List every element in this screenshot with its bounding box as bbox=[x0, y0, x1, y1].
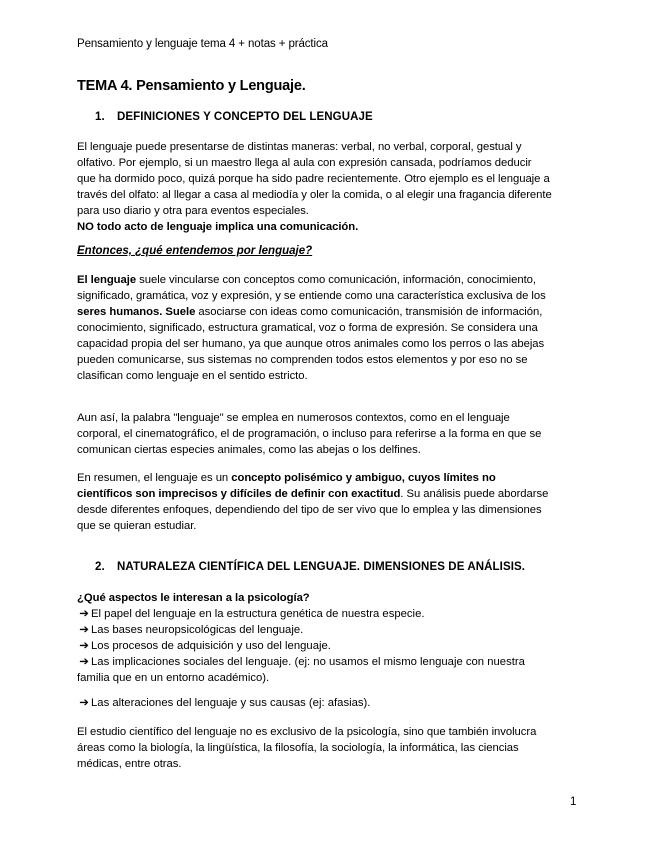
text-line bbox=[77, 272, 577, 288]
text-line: pueden comunicarse, sus sistemas no comprenden todos estos elementos y por eso no se bbox=[77, 354, 528, 366]
text-run: asociarse con ideas como comunicación, transmisión de información, bbox=[195, 306, 543, 318]
text-line: conocimiento, significado, estructura gramatical, voz o forma de expresión. Se considera una bbox=[77, 322, 538, 334]
text-line bbox=[77, 470, 577, 486]
arrow-icon: ➔ bbox=[79, 656, 89, 668]
section-1-heading bbox=[95, 111, 373, 123]
list-item-text: Las bases neuropsicológicas del lenguaje. bbox=[91, 624, 304, 636]
list-item-text: Los procesos de adquisición y uso del lenguaje. bbox=[91, 640, 331, 652]
section-2-title: NATURALEZA CIENTÍFICA DEL LENGUAJE. DIMENSIONES DE ANÁLISIS. bbox=[117, 561, 526, 573]
intro-paragraph bbox=[77, 139, 577, 235]
arrow-icon: ➔ bbox=[79, 608, 89, 620]
text-run: suele vincularse con conceptos como comunicación, información, conocimiento, bbox=[136, 274, 536, 286]
list-item bbox=[77, 695, 577, 711]
subquestion-heading: Entonces, ¿qué entendemos por lenguaje? bbox=[77, 245, 313, 257]
text-line: El estudio científico del lenguaje no es exclusivo de la psicología, sino que también involucra bbox=[77, 726, 537, 738]
text-line: que se quieran estudiar. bbox=[77, 520, 197, 532]
running-header: Pensamiento y lenguaje tema 4 + notas + práctica bbox=[77, 38, 328, 50]
text-line: que ha dormido poco, quizá porque ha sido padre recientemente. Otro ejemplo es el lenguaje a bbox=[77, 173, 550, 185]
definition-paragraph bbox=[77, 272, 577, 384]
summary-paragraph bbox=[77, 470, 577, 534]
list-item bbox=[77, 654, 577, 670]
text-line: El lenguaje puede presentarse de distintas maneras: verbal, no verbal, corporal, gestual y bbox=[77, 141, 522, 153]
usage-paragraph bbox=[77, 410, 577, 458]
aspects-list bbox=[77, 606, 577, 686]
list-item-text: Las implicaciones sociales del lenguaje. (ej: no usamos el mismo lenguaje con nuestra bbox=[91, 656, 525, 668]
arrow-icon: ➔ bbox=[79, 697, 89, 709]
text-line: áreas como la biología, la lingüística, la filosofía, la sociología, la informática, las ciencias bbox=[77, 742, 519, 754]
list-item bbox=[77, 606, 577, 622]
list-item-text: Las alteraciones del lenguaje y sus causas (ej: afasias). bbox=[91, 697, 371, 709]
section-2-number: 2. bbox=[95, 561, 105, 573]
bold-phrase: científicos son imprecisos y difíciles de definir con exactitud bbox=[77, 488, 401, 500]
document-title: TEMA 4. Pensamiento y Lenguaje. bbox=[77, 78, 306, 94]
text-line: través del olfato: al llegar a casa al mediodía y oler la comida, o al elegir una fragancia diferente bbox=[77, 189, 552, 201]
arrow-icon: ➔ bbox=[79, 640, 89, 652]
text-line: significado, gramática, voz y expresión, y se entiende como una característica exclusiva de los bbox=[77, 290, 546, 302]
list-item-continuation: familia que en un entorno académico). bbox=[77, 672, 270, 684]
bold-term: El lenguaje bbox=[77, 274, 137, 286]
page-number: 1 bbox=[570, 796, 577, 808]
arrow-icon: ➔ bbox=[79, 624, 89, 636]
text-line bbox=[77, 304, 577, 320]
text-run: . Su análisis puede abordarse bbox=[400, 488, 549, 500]
bold-phrase: concepto polisémico y ambiguo, cuyos límites no bbox=[231, 472, 496, 484]
list-item bbox=[77, 638, 577, 654]
text-line bbox=[77, 486, 577, 502]
intro-bold-statement: NO todo acto de lenguaje implica una comunicación. bbox=[77, 221, 359, 233]
text-line: desde diferentes enfoques, dependiendo del tipo de ser vivo que lo emplea y las dimensiones bbox=[77, 504, 542, 516]
aspects-list-extra bbox=[77, 695, 577, 711]
text-line: Aun así, la palabra "lenguaje" se emplea en numerosos contextos, como en el lenguaje bbox=[77, 412, 510, 424]
psychology-question: ¿Qué aspectos le interesan a la psicología? bbox=[77, 592, 310, 604]
closing-paragraph bbox=[77, 724, 577, 772]
text-line: comunican ciertas especies animales, como las abejas o los delfines. bbox=[77, 444, 421, 456]
section-1-number: 1. bbox=[95, 111, 105, 123]
section-1-title: DEFINICIONES Y CONCEPTO DEL LENGUAJE bbox=[117, 111, 373, 123]
bold-term: seres humanos. Suele bbox=[77, 306, 196, 318]
text-line: clasifican como lenguaje en el sentido estricto. bbox=[77, 370, 308, 382]
text-run: En resumen, el lenguaje es un bbox=[77, 472, 232, 484]
text-line: para uso diario y otra para eventos especiales. bbox=[77, 205, 309, 217]
text-line: olfativo. Por ejemplo, si un maestro llega al aula con expresión cansada, podríamos deducir bbox=[77, 157, 532, 169]
section-2-heading bbox=[95, 561, 525, 573]
text-line: corporal, el cinematográfico, el de programación, o incluso para referirse a la forma en que se bbox=[77, 428, 542, 440]
list-item-text: El papel del lenguaje en la estructura genética de nuestra especie. bbox=[91, 608, 425, 620]
list-item bbox=[77, 622, 577, 638]
text-line: médicas, entre otras. bbox=[77, 758, 182, 770]
text-line: capacidad propia del ser humano, ya que aunque otros animales como los perros o las abejas bbox=[77, 338, 545, 350]
